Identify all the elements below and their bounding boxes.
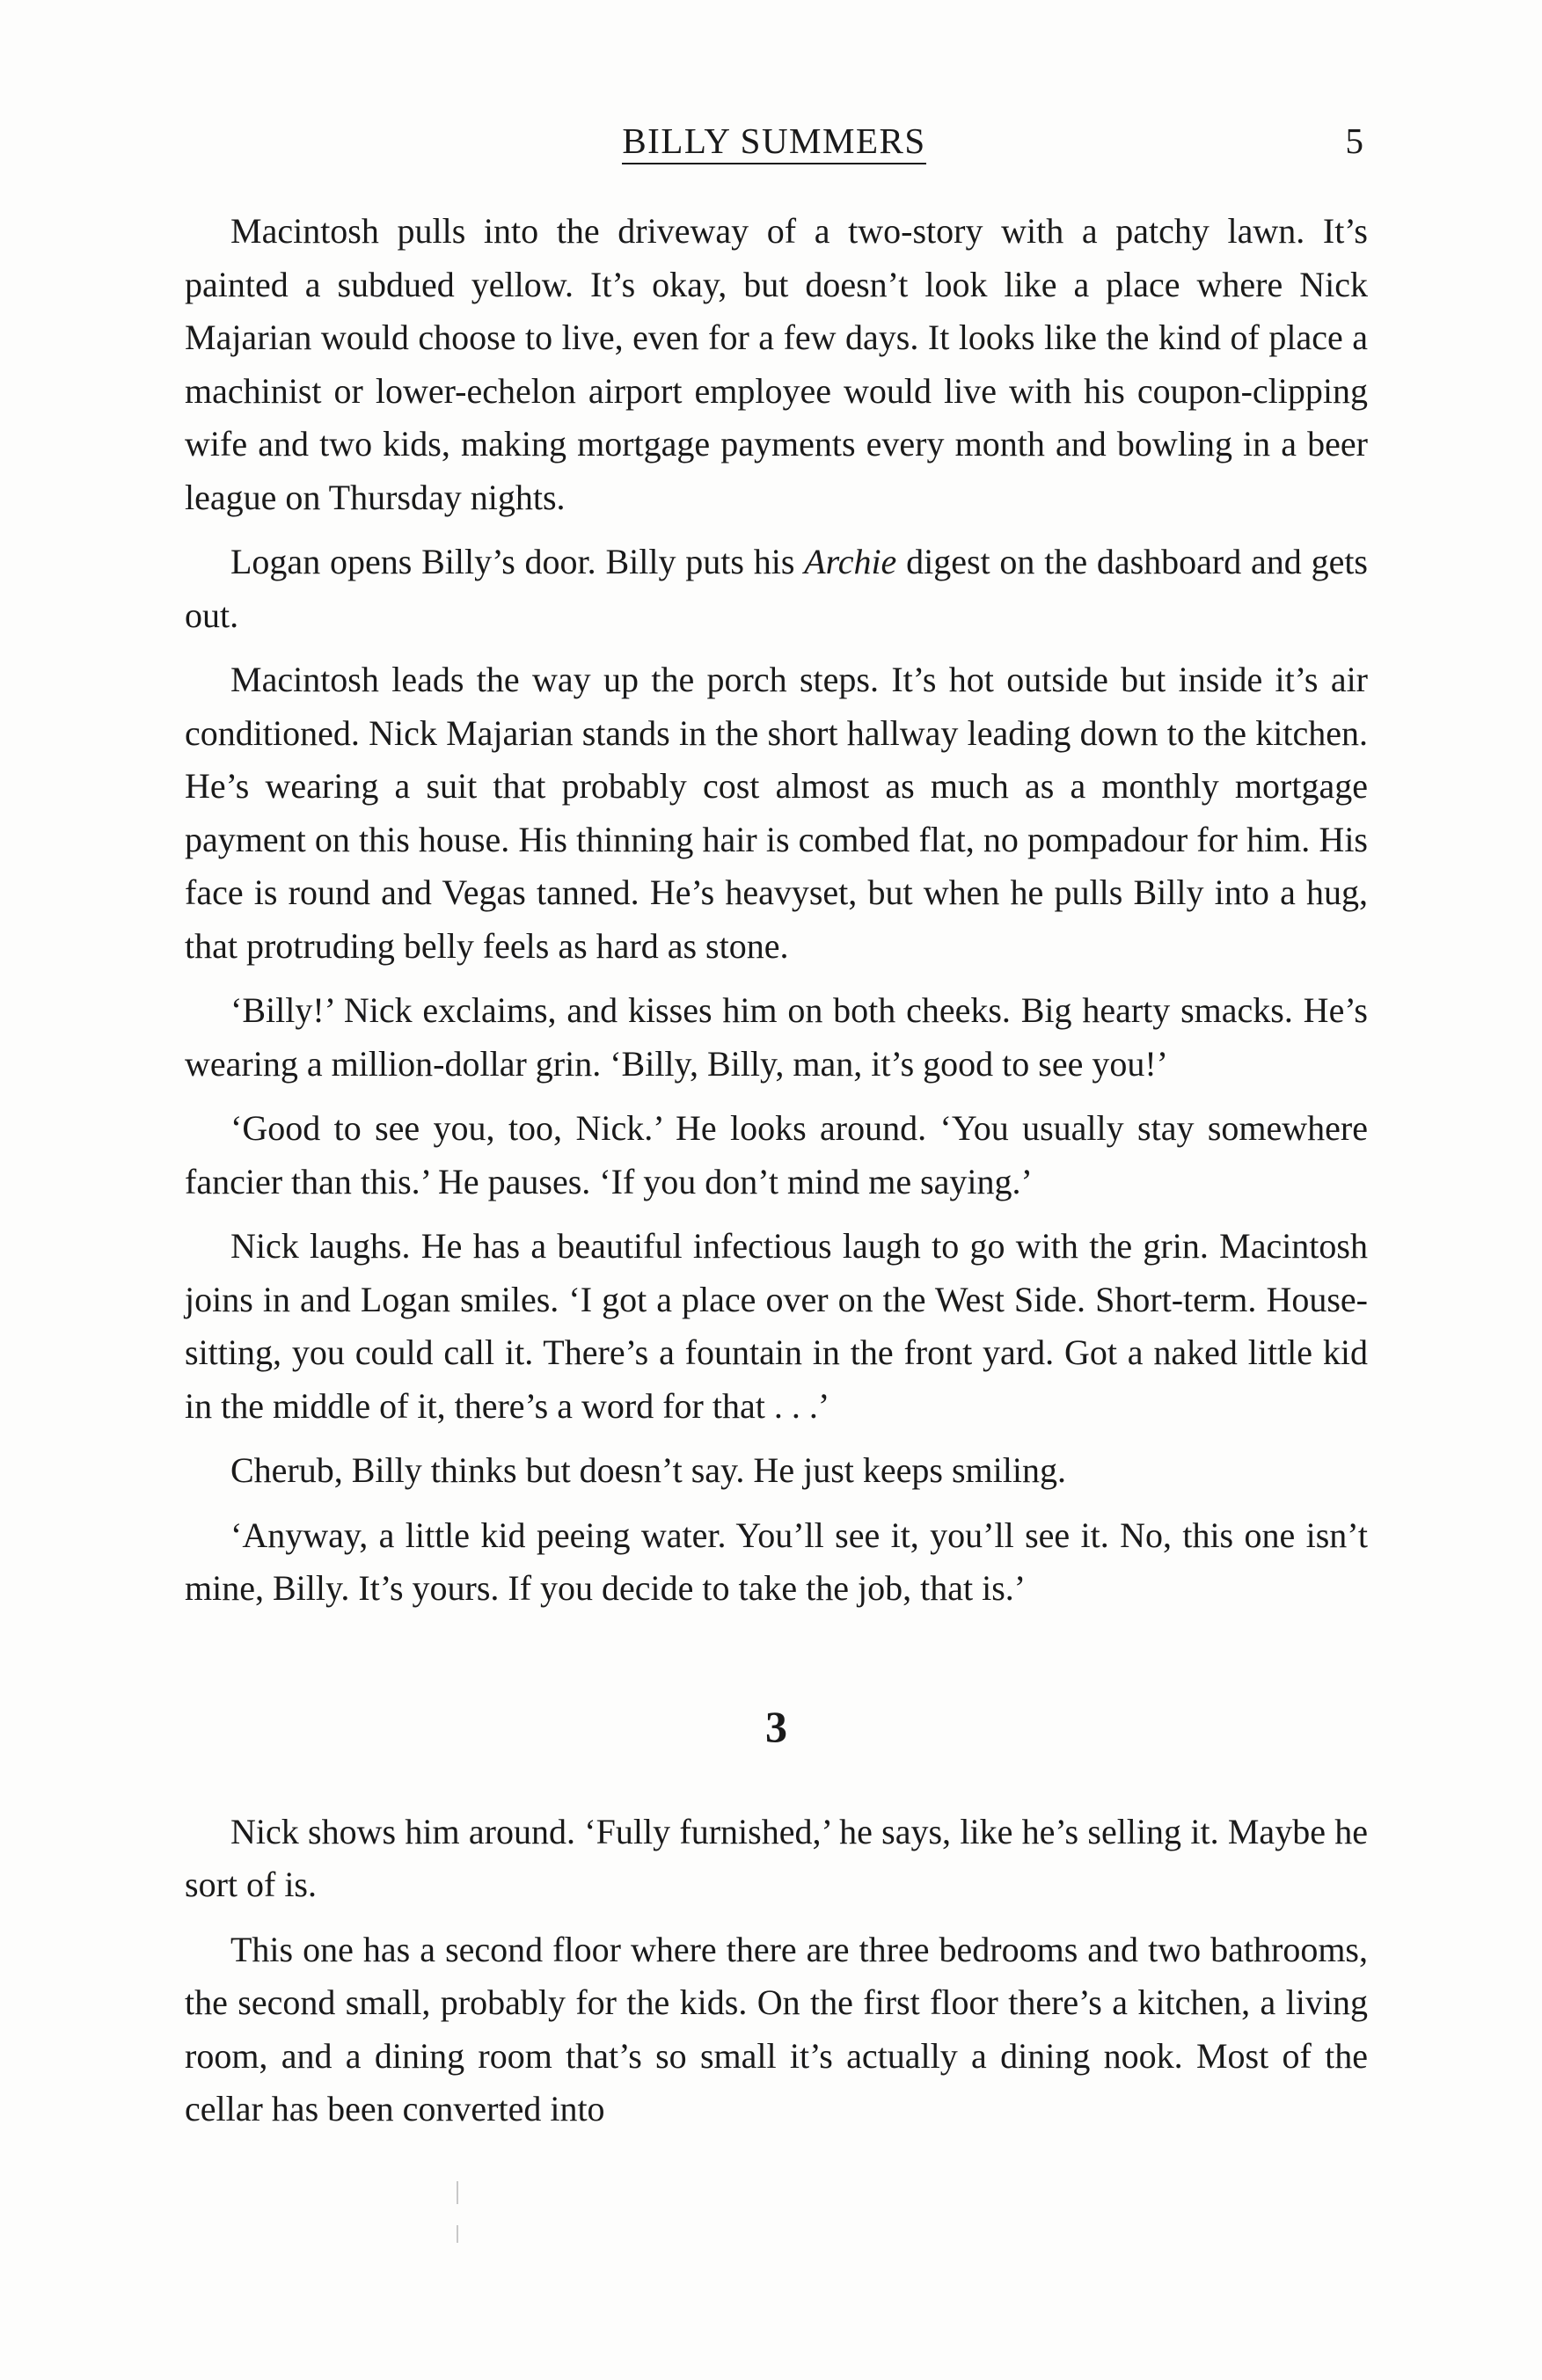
scan-mark <box>457 2225 458 2243</box>
paragraph: ‘Anyway, a little kid peeing water. You’ll see it, you’ll see it. No, this one isn’t mine, Billy. It’s yours. If you decide to take the job, that is.’ <box>185 1515 1368 1608</box>
italic-title: Archie <box>804 542 897 581</box>
running-title-text: BILLY SUMMERS <box>622 120 925 164</box>
paragraph-logan <box>185 536 1368 642</box>
paragraph: Cherub, Billy thinks but doesn’t say. He just keeps smiling. <box>230 1450 1066 1490</box>
paragraph: ‘Billy!’ Nick exclaims, and kisses him on both cheeks. Big hearty smacks. He’s wearing a million-dollar grin. ‘Billy, Billy, man, it’s good to see you!’ <box>185 990 1368 1084</box>
paragraph: Macintosh leads the way up the porch steps. It’s hot outside but inside it’s air conditioned. Nick Majarian stands in the short hallway leading down to the kitchen. He’s wearing a suit that probably cost almost as much as a monthly mortgage payment on this house. His thinning hair is combed flat, no pompadour for him. His face is round and Vegas tanned. He’s heavyset, but when he pulls Billy into a hug, that protruding belly feels as hard as stone. <box>185 660 1368 966</box>
paragraph-text: digest on the dashboard and gets out. <box>185 542 1368 635</box>
paragraph: Nick shows him around. ‘Fully furnished,’ he says, like he’s selling it. Maybe he sort of is. <box>185 1811 1368 1904</box>
page-number: 5 <box>1345 120 1363 161</box>
paragraph: Nick laughs. He has a beautiful infectious laugh to go with the grin. Macintosh joins in and Logan smiles. ‘I got a place over on the West Side. Short-term. House-sitting, you could call it. There’s a fountain in the front yard. Got a naked little kid in the middle of it, there’s a word for that . . .’ <box>185 1226 1368 1426</box>
chapter-number: 3 <box>765 1701 787 1751</box>
paragraph: ‘Good to see you, too, Nick.’ He looks around. ‘You usually stay somewhere fancier than this.’ He pauses. ‘If you don’t mind me saying.’ <box>185 1108 1368 1201</box>
body-text <box>185 205 1368 2148</box>
running-title <box>185 114 1363 167</box>
running-head <box>185 114 1363 167</box>
paragraph-text: Logan opens Billy’s door. Billy puts his <box>230 542 805 581</box>
scan-mark <box>457 2181 458 2204</box>
paragraph: Macintosh pulls into the driveway of a two-story with a patchy lawn. It’s painted a subdued yellow. It’s okay, but doesn’t look like a place where Nick Majarian would choose to live, even for a few days. It looks like the kind of place a machinist or lower-echelon airport employee would live with his coupon-clipping wife and two kids, making mortgage payments every month and bowling in a beer league on Thursday nights. <box>185 211 1368 517</box>
paragraph: This one has a second floor where there are three bedrooms and two bathrooms, the second small, probably for the kids. On the first floor there’s a kitchen, a living room, and a dining room that’s so small it’s actually a dining nook. Most of the cellar has been converted into <box>185 1929 1368 2128</box>
